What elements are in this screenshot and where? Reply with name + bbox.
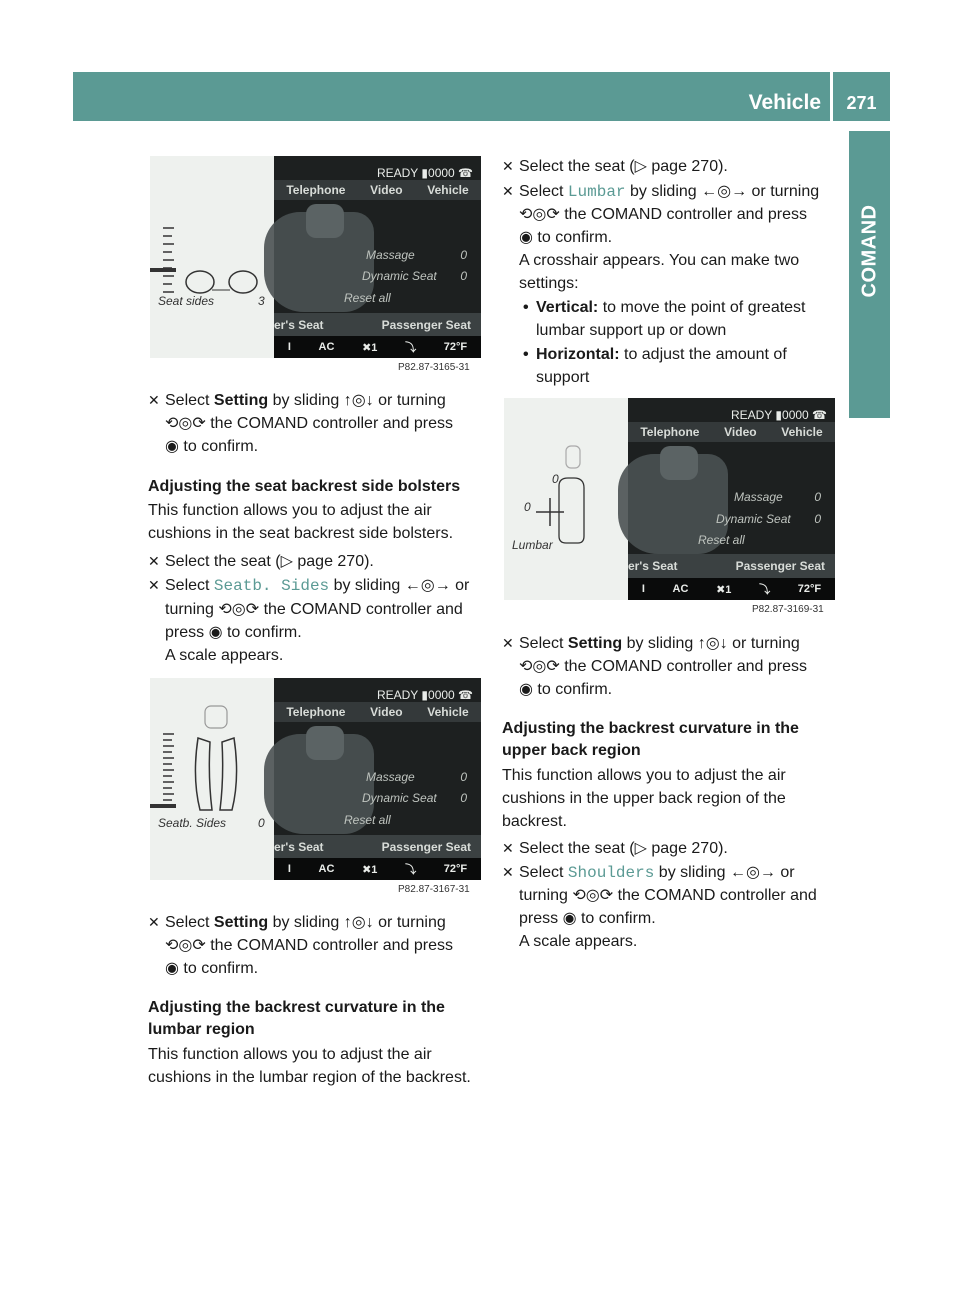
menu-dynamic-seat: Dynamic Seat xyxy=(362,269,437,283)
instruction-line: settings: xyxy=(519,275,579,292)
status-bar: READY ▮0000 ☎ xyxy=(376,688,473,702)
driver-seat-tab: er's Seat xyxy=(274,318,324,332)
instruction-line: press ◉ to confirm. xyxy=(519,910,656,927)
step-marker-icon: ✕ xyxy=(148,577,160,593)
tab-telephone: Telephone xyxy=(286,183,346,197)
tab-video: Video xyxy=(370,183,403,197)
menu-massage: Massage xyxy=(366,770,415,784)
sub-bullet-icon: • xyxy=(523,299,529,316)
step-marker-icon: ✕ xyxy=(148,553,160,569)
paragraph: backrest. xyxy=(502,813,567,830)
figure-code: P82.87-3169-31 xyxy=(752,604,824,615)
tab-telephone: Telephone xyxy=(640,425,700,439)
display-tabs xyxy=(274,180,481,200)
step-marker-icon: ✕ xyxy=(502,864,514,880)
figure-left-panel xyxy=(150,156,274,358)
tab-video: Video xyxy=(724,425,757,439)
step-marker-icon: ✕ xyxy=(502,635,514,651)
figure-lumbar xyxy=(504,398,835,600)
instruction-line: ⟲◎⟳ the COMAND controller and press xyxy=(165,415,453,432)
section-heading: upper back region xyxy=(502,742,641,759)
figure-seat-sides xyxy=(150,156,481,358)
side-tab-label xyxy=(849,131,890,371)
figure-caption-value: 3 xyxy=(258,294,265,308)
crosshair-graphic xyxy=(504,398,628,600)
climate-bar xyxy=(628,578,835,600)
figure-seatb-sides xyxy=(150,678,481,880)
sub-bullet-icon: • xyxy=(523,346,529,363)
driver-seat-tab: er's Seat xyxy=(274,840,324,854)
climate-item: ⤵ xyxy=(759,584,771,596)
instruction-line: ◉ to confirm. xyxy=(165,960,259,977)
axis-vertical-value: 0 xyxy=(552,472,559,486)
climate-item: AC xyxy=(672,583,689,595)
instruction-select-setting: ✕ Select Setting by sliding ↑◎↓ or turning xyxy=(519,632,800,655)
passenger-seat-tab: Passenger Seat xyxy=(381,840,471,854)
step-marker-icon: ✕ xyxy=(502,183,514,199)
menu-reset-all: Reset all xyxy=(344,291,391,305)
figure-left-panel xyxy=(504,398,628,600)
menu-dynamic-seat: Dynamic Seat xyxy=(362,791,437,805)
instruction-line: turning ⟲◎⟳ the COMAND controller and xyxy=(519,887,817,904)
paragraph: cushions in the seat backrest side bolsters. xyxy=(148,525,454,542)
instruction-line: support xyxy=(536,369,590,386)
figure-caption-label: Lumbar xyxy=(512,538,553,552)
menu-massage-value: 0 xyxy=(460,770,467,784)
climate-bar xyxy=(274,858,481,880)
instruction-line: ⟲◎⟳ the COMAND controller and press xyxy=(519,206,807,223)
paragraph: cushions in the lumbar region of the backrest. xyxy=(148,1069,471,1086)
tab-vehicle: Vehicle xyxy=(427,705,469,719)
seat-headrest xyxy=(306,204,344,238)
paragraph: cushions in the upper back region of the xyxy=(502,790,786,807)
comand-display xyxy=(274,678,481,880)
figure-caption-value: 0 xyxy=(258,816,265,830)
side-tab-text: COMAND xyxy=(858,204,880,298)
seat-selector xyxy=(628,554,835,578)
instruction-line: ◉ to confirm. xyxy=(519,229,613,246)
tab-telephone: Telephone xyxy=(286,705,346,719)
section-title: Vehicle xyxy=(748,91,821,114)
tab-vehicle: Vehicle xyxy=(427,183,469,197)
display-tabs xyxy=(274,702,481,722)
instruction-line: turning ⟲◎⟳ the COMAND controller and xyxy=(165,601,463,618)
instruction-line: A scale appears. xyxy=(165,647,284,664)
scale-graphic xyxy=(150,156,274,358)
climate-item: ⤵ xyxy=(405,864,417,876)
seat-headrest xyxy=(660,446,698,480)
menu-dynamic-seat: Dynamic Seat xyxy=(716,512,791,526)
climate-item: ⤵ xyxy=(405,342,417,354)
tab-video: Video xyxy=(370,705,403,719)
axis-horizontal-value: 0 xyxy=(524,500,531,514)
menu-dynamic-seat-value: 0 xyxy=(814,512,821,526)
instruction-line: ⟲◎⟳ the COMAND controller and press xyxy=(165,937,453,954)
scale-graphic xyxy=(150,678,274,880)
driver-seat-tab: er's Seat xyxy=(628,559,678,573)
step-marker-icon: ✕ xyxy=(148,392,160,408)
instruction-select-seatb-sides: ✕ Select Seatb. Sides by sliding ←◎→ or xyxy=(165,574,469,598)
passenger-seat-tab: Passenger Seat xyxy=(381,318,471,332)
step-marker-icon: ✕ xyxy=(502,840,514,856)
page-number: 271 xyxy=(846,93,877,113)
menu-massage: Massage xyxy=(366,248,415,262)
instruction-select-shoulders: ✕ Select Shoulders by sliding ←◎→ or xyxy=(519,861,795,885)
climate-bar xyxy=(274,336,481,358)
tab-vehicle: Vehicle xyxy=(781,425,823,439)
instruction-line: ⟲◎⟳ the COMAND controller and press xyxy=(519,658,807,675)
status-bar: READY ▮0000 ☎ xyxy=(730,408,827,422)
climate-item: ✖1 xyxy=(362,341,378,354)
climate-item: 72°F xyxy=(443,341,468,353)
instruction-select-setting: ✕ Select Setting by sliding ↑◎↓ or turning xyxy=(165,911,446,934)
climate-item: AC xyxy=(318,341,335,353)
sub-item-horizontal: • Horizontal: to adjust the amount of xyxy=(536,343,787,366)
figure-code: P82.87-3165-31 xyxy=(398,362,470,373)
sub-item-vertical: • Vertical: to move the point of greatest xyxy=(536,296,806,319)
instruction-select-setting: ✕ Select Setting by sliding ↑◎↓ or turning xyxy=(165,389,446,412)
instruction-select-lumbar: ✕ Select Lumbar by sliding ←◎→ or turning xyxy=(519,180,819,204)
climate-item: AC xyxy=(318,863,335,875)
section-heading: Adjusting the backrest curvature in the xyxy=(148,999,445,1016)
comand-display xyxy=(628,398,835,600)
seat-selector xyxy=(274,835,481,859)
instruction-line: A crosshair appears. You can make two xyxy=(519,252,800,269)
paragraph: This function allows you to adjust the air xyxy=(502,767,786,784)
climate-item: ✖1 xyxy=(716,583,732,596)
menu-massage-value: 0 xyxy=(460,248,467,262)
seat-selector xyxy=(274,313,481,337)
instruction-select-seat: ✕ Select the seat (▷ page 270). xyxy=(519,837,728,860)
paragraph: This function allows you to adjust the air xyxy=(148,502,432,519)
display-tabs xyxy=(628,422,835,442)
step-marker-icon: ✕ xyxy=(148,914,160,930)
menu-massage: Massage xyxy=(734,490,783,504)
instruction-select-seat: ✕ Select the seat (▷ page 270). xyxy=(519,155,728,178)
climate-item: I xyxy=(641,583,645,595)
figure-caption-label: Seat sides xyxy=(158,294,215,308)
climate-item: 72°F xyxy=(443,863,468,875)
climate-item: ✖1 xyxy=(362,863,378,876)
menu-reset-all: Reset all xyxy=(344,813,391,827)
climate-item: 72°F xyxy=(797,583,822,595)
menu-dynamic-seat-value: 0 xyxy=(460,269,467,283)
instruction-line: ◉ to confirm. xyxy=(165,438,259,455)
instruction-line: lumbar support up or down xyxy=(536,322,727,339)
status-bar: READY ▮0000 ☎ xyxy=(376,166,473,180)
section-heading: lumbar region xyxy=(148,1021,255,1038)
figure-code: P82.87-3167-31 xyxy=(398,884,470,895)
instruction-line: ◉ to confirm. xyxy=(519,681,613,698)
menu-massage-value: 0 xyxy=(814,490,821,504)
instruction-line: A scale appears. xyxy=(519,933,638,950)
instruction-line: press ◉ to confirm. xyxy=(165,624,302,641)
instruction-select-seat: ✕ Select the seat (▷ page 270). xyxy=(165,550,374,573)
step-marker-icon: ✕ xyxy=(502,158,514,174)
figure-caption-label: Seatb. Sides xyxy=(158,816,227,830)
menu-reset-all: Reset all xyxy=(698,533,745,547)
comand-display xyxy=(274,156,481,358)
paragraph: This function allows you to adjust the air xyxy=(148,1046,432,1063)
climate-item: I xyxy=(287,863,291,875)
section-heading: Adjusting the seat backrest side bolsters xyxy=(148,478,461,495)
seat-headrest xyxy=(306,726,344,760)
menu-dynamic-seat-value: 0 xyxy=(460,791,467,805)
passenger-seat-tab: Passenger Seat xyxy=(735,559,825,573)
climate-item: I xyxy=(287,341,291,353)
section-heading: Adjusting the backrest curvature in the xyxy=(502,720,799,737)
figure-left-panel xyxy=(150,678,274,880)
